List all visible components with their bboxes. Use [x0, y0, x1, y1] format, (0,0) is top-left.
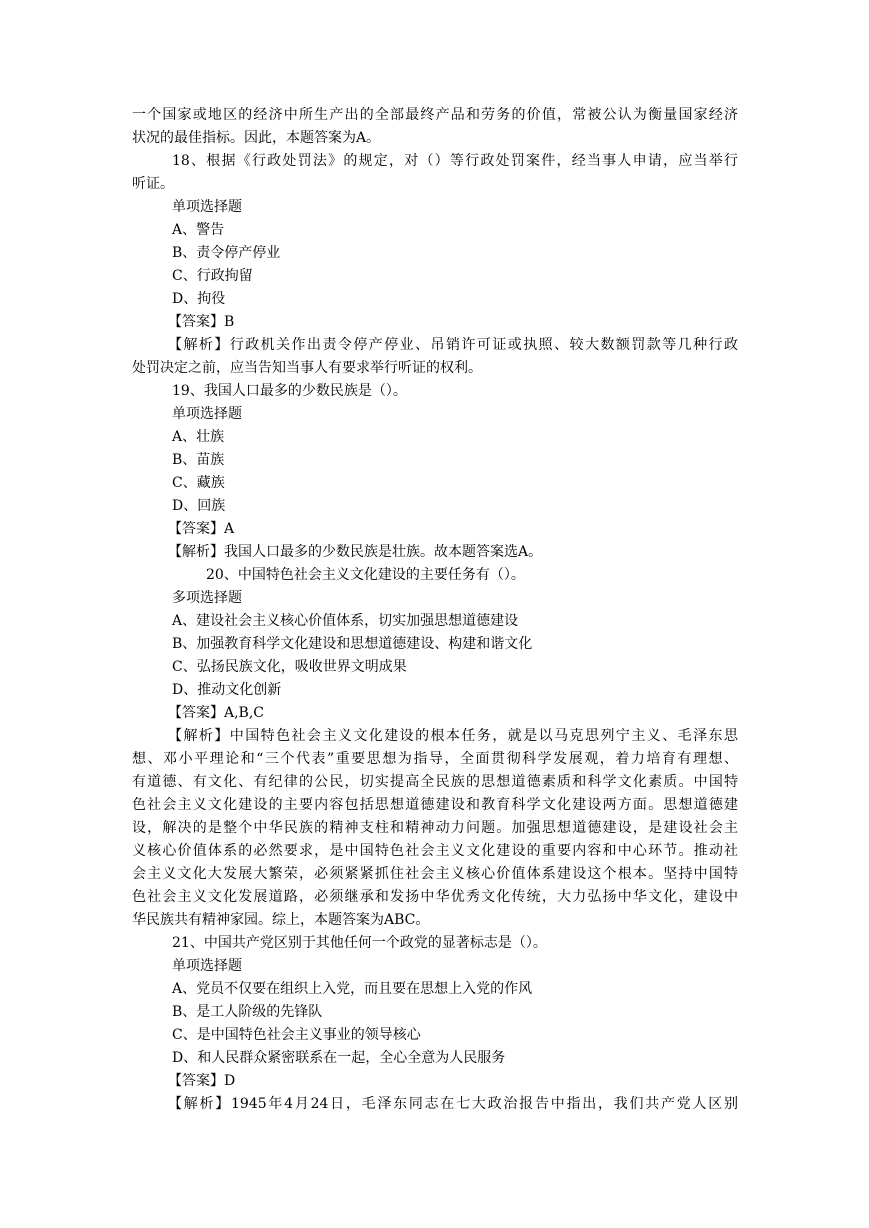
explanation: 【解析】中国特色社会主义文化建设的根本任务，就是以马克思列宁主义、毛泽东思 [168, 728, 738, 744]
text-line: 处罚决定之前，应当告知当事人有要求举行听证的权利。 [132, 360, 482, 376]
option-b: B、苗族 [172, 452, 225, 468]
option-a: A、党员不仅要在组织上入党，而且要在思想上入党的作风 [172, 981, 533, 997]
option-b: B、责令停产停业 [172, 245, 281, 261]
option-b: B、是工人阶级的先锋队 [172, 1004, 323, 1020]
explanation: 【解析】行政机关作出责令停产停业、吊销许可证或执照、较大数额罚款等几种行政 [168, 337, 738, 353]
option-d: D、拘役 [172, 291, 226, 307]
option-b: B、加强教育科学文化建设和思想道德建设、构建和谐文化 [172, 636, 533, 652]
question-type: 单项选择题 [172, 406, 242, 422]
explanation: 【解析】我国人口最多的少数民族是壮族。故本题答案选A。 [168, 544, 543, 560]
text-line: 义核心价值体系的必然要求，是中国特色社会主义文化建设的重要内容和中心环节。推动社 [132, 843, 738, 859]
text-line: 会主义文化大发展大繁荣，必须紧紧抓住社会主义核心价值体系建设这个根本。坚持中国特 [132, 866, 738, 882]
option-a: A、警告 [172, 222, 225, 238]
question-21: 21、中国共产党区别于其他任何一个政党的显著标志是（）。 [172, 935, 547, 951]
option-a: A、壮族 [172, 429, 225, 445]
explanation: 【解析】1945年4月24日，毛泽东同志在七大政治报告中指出，我们共产党人区别 [168, 1096, 738, 1112]
text-line: 有道德、有文化、有纪律的公民，切实提高全民族的思想道德素质和科学文化素质。中国特 [132, 774, 738, 790]
option-c: C、行政拘留 [172, 268, 253, 284]
answer: 【答案】B [168, 314, 235, 330]
answer: 【答案】D [168, 1073, 236, 1089]
option-c: C、藏族 [172, 475, 225, 491]
option-a: A、建设社会主义核心价值体系，切实加强思想道德建设 [172, 613, 519, 629]
option-d: D、推动文化创新 [172, 682, 282, 698]
question-type: 单项选择题 [172, 199, 242, 215]
text-line: 一个国家或地区的经济中所生产出的全部最终产品和劳务的价值，常被公认为衡量国家经济 [132, 107, 738, 123]
text-line: 设，解决的是整个中华民族的精神支柱和精神动力问题。加强思想道德建设，是建设社会主 [132, 820, 738, 836]
question-19: 19、我国人口最多的少数民族是（）。 [172, 383, 407, 399]
question-type: 单项选择题 [172, 958, 242, 974]
answer: 【答案】A,B,C [168, 705, 265, 721]
option-c: C、是中国特色社会主义事业的领导核心 [172, 1027, 421, 1043]
text-line: 想、邓小平理论和“三个代表”重要思想为指导，全面贯彻科学发展观，着力培育有理想、 [132, 751, 738, 767]
text-line: 色社会主义文化发展道路，必须继承和发扬中华优秀文化传统，大力弘扬中华文化，建设中 [132, 889, 738, 905]
answer: 【答案】A [168, 521, 235, 537]
option-c: C、弘扬民族文化，吸收世界文明成果 [172, 659, 407, 675]
text-line: 色社会主义文化建设的主要内容包括思想道德建设和教育科学文化建设两方面。思想道德建 [132, 797, 738, 813]
text-line: 华民族共有精神家园。综上，本题答案为ABC。 [132, 912, 430, 928]
option-d: D、回族 [172, 498, 226, 514]
question-20: 20、中国特色社会主义文化建设的主要任务有（）。 [206, 567, 525, 583]
question-type: 多项选择题 [172, 590, 242, 606]
text-line: 听证。 [132, 176, 174, 192]
question-18: 18、根据《行政处罚法》的规定，对（）等行政处罚案件，经当事人申请，应当举行 [172, 153, 738, 169]
option-d: D、和人民群众紧密联系在一起，全心全意为人民服务 [172, 1050, 506, 1066]
text-line: 状况的最佳指标。因此，本题答案为A。 [132, 130, 381, 146]
